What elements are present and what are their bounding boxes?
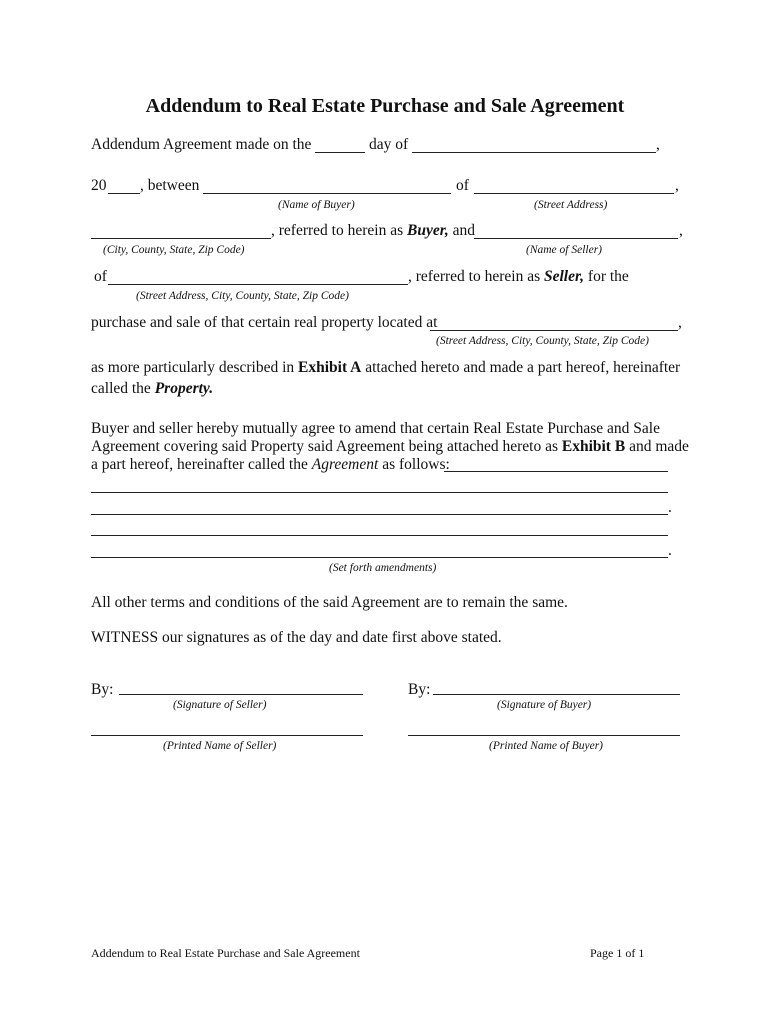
remain-same-statement: All other terms and conditions of the said Agreement are to remain the same. [91,594,568,611]
day-of-label: day of [369,136,409,153]
footer-page-number: Page 1 of 1 [590,946,645,960]
property-location-label: purchase and sale of that certain real property located at [91,314,438,331]
amend-line-1: Buyer and seller hereby mutually agree to amend that certain Real Estate Purchase and Sale [91,420,660,437]
text-fragment: attached hereto and made a part hereof, hereinafter [361,359,681,376]
exhibit-a-line [91,359,680,377]
property-term: Property. [154,380,214,397]
caption-street-address: (Street Address) [534,199,608,211]
seller-printed-name-field[interactable] [91,735,363,736]
referred-prefix: , referred to herein as [271,222,407,239]
text-fragment: Agreement covering said Property said Agreement being attached hereto as [91,438,562,455]
amend-line-2 [91,438,689,456]
and-label: and [448,222,476,239]
text-fragment: and made [625,438,689,455]
caption-signature-of-buyer: (Signature of Buyer) [497,699,592,711]
day-field[interactable] [315,152,365,153]
between-label: , between [140,177,200,194]
buyer-printed-name-field[interactable] [408,735,680,736]
month-field[interactable] [412,152,656,153]
caption-printed-name-seller: (Printed Name of Seller) [163,740,277,752]
comma: , [678,314,682,331]
footer-title: Addendum to Real Estate Purchase and Sale Agreement [91,946,360,960]
buyer-term: Buyer, [406,222,449,239]
seller-name-field[interactable] [474,238,678,239]
seller-by-label: By: [91,681,114,698]
caption-seller-address: (Street Address, City, County, State, Zip Code) [136,290,349,302]
of-label: of [94,268,107,285]
caption-name-of-seller: (Name of Seller) [526,244,603,256]
year-field[interactable] [108,193,140,194]
caption-property-address: (Street Address, City, County, State, Zip Code) [436,335,649,347]
caption-name-of-buyer: (Name of Buyer) [278,199,355,211]
property-line [91,380,213,398]
buyer-signature-field[interactable] [433,694,680,695]
amendment-field-5[interactable] [91,557,668,558]
comma: , [675,177,679,194]
caption-city-county: (City, County, State, Zip Code) [103,244,245,256]
agreement-term: Agreement [311,456,379,473]
agreement-date-prefix: Addendum Agreement made on the [91,136,312,153]
seller-term: Seller, [543,268,585,285]
text-fragment: as more particularly described in [91,359,299,376]
amendment-field-1[interactable] [444,471,668,472]
caption-printed-name-buyer: (Printed Name of Buyer) [489,740,604,752]
caption-signature-of-seller: (Signature of Seller) [173,699,267,711]
comma: , [679,222,683,239]
amend-line-3 [91,456,450,474]
text-fragment: a part hereof, hereinafter called the [91,456,312,473]
period: . [668,499,672,516]
buyer-name-field[interactable] [203,193,451,194]
of-label: of [456,177,469,194]
seller-address-field[interactable] [108,284,408,285]
seller-signature-field[interactable] [119,694,363,695]
witness-statement: WITNESS our signatures as of the day and date first above stated. [91,629,502,646]
document-title: Addendum to Real Estate Purchase and Sale Agreement [145,95,625,117]
for-the-label: for the [584,268,629,285]
buyer-city-field[interactable] [91,238,271,239]
buyer-referred-line [271,222,475,240]
comma: , [656,136,660,153]
exhibit-a-term: Exhibit A [298,359,362,376]
buyer-by-label: By: [408,681,431,698]
caption-set-forth-amendments: (Set forth amendments) [329,562,437,574]
amendment-field-4[interactable] [91,535,668,536]
property-address-field[interactable] [430,330,678,331]
amendment-field-2[interactable] [91,492,668,493]
exhibit-b-term: Exhibit B [561,438,626,455]
buyer-street-field[interactable] [474,193,674,194]
amendment-field-3[interactable] [91,514,668,515]
period: . [668,542,672,559]
referred-prefix: , referred to herein as [408,268,544,285]
seller-referred-line [408,268,629,286]
text-fragment: as follows: [378,456,450,473]
year-prefix: 20 [91,177,107,194]
text-fragment: called the [91,380,155,397]
